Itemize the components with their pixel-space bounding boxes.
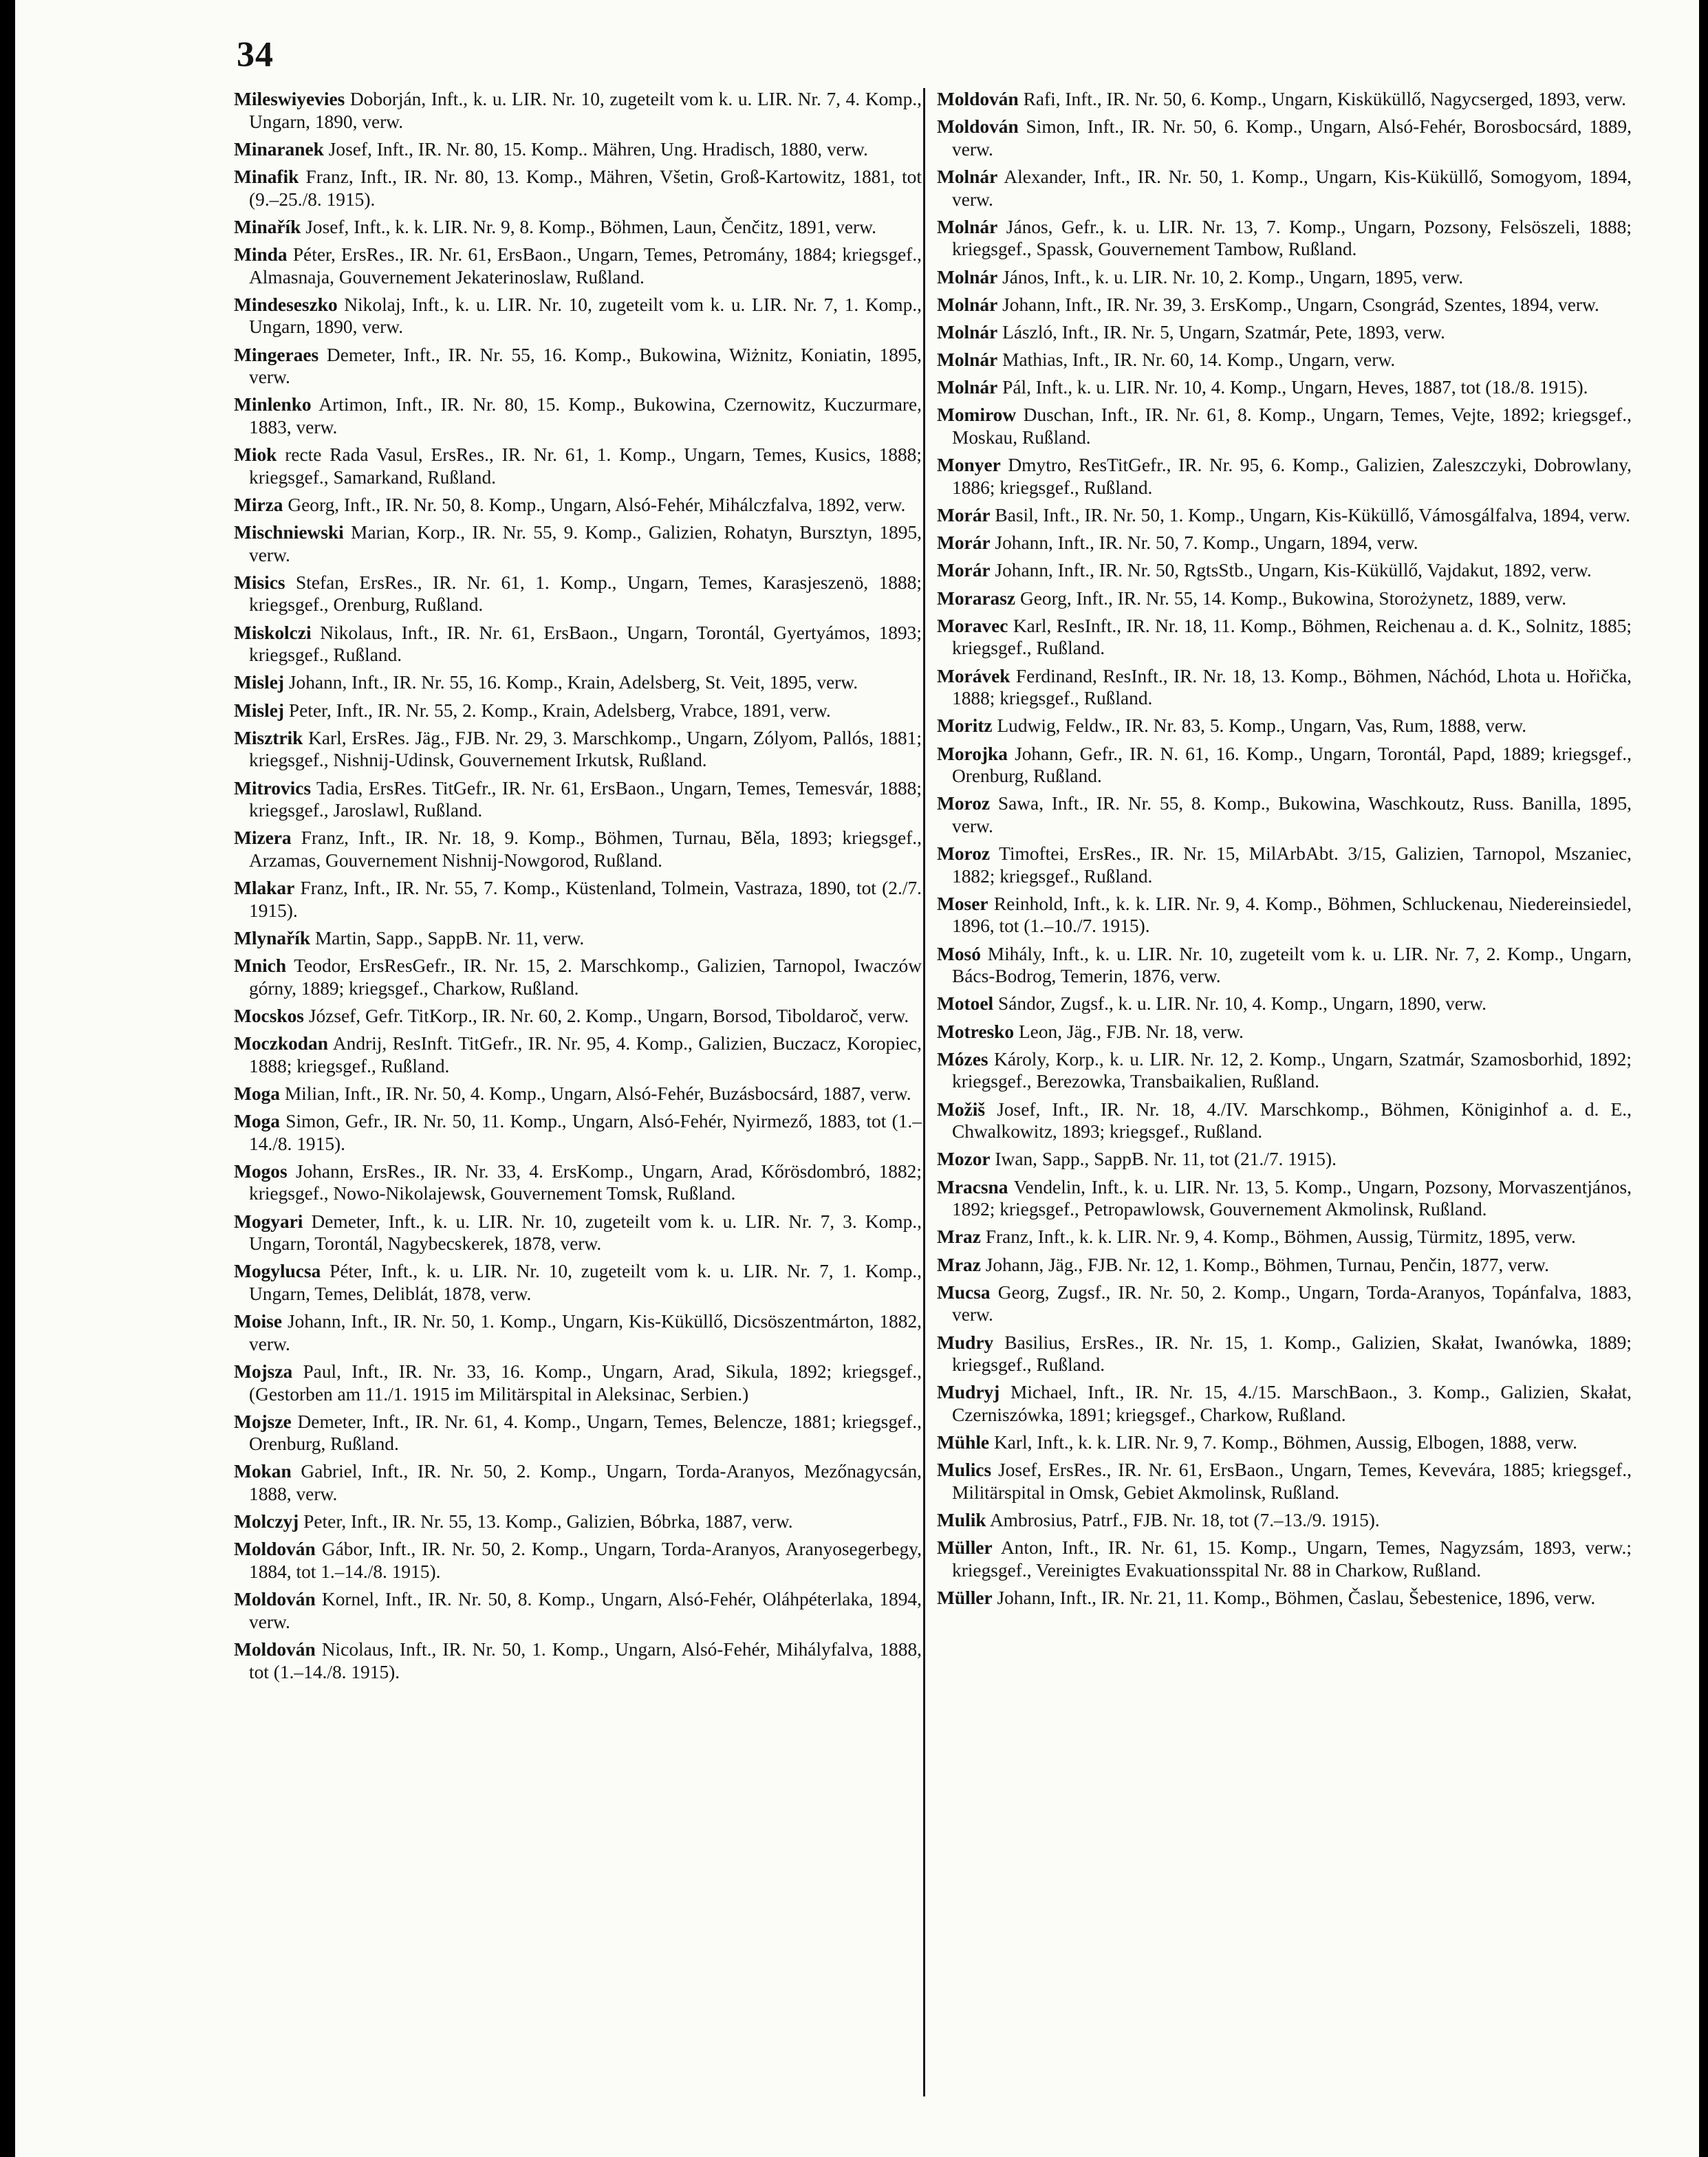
entry-details: Artimon, Inft., IR. Nr. 80, 15. Komp., Bukowina, Czernowitz, Kuczurmare, 1883, verw.	[249, 394, 922, 437]
list-entry	[234, 1005, 922, 1028]
list-entry	[937, 1281, 1632, 1326]
entry-surname: Minařík	[234, 216, 301, 237]
entry-surname: Motoel	[937, 993, 994, 1015]
list-entry	[234, 344, 922, 389]
entry-details: Johann, Jäg., FJB. Nr. 12, 1. Komp., Böhmen, Turnau, Penčin, 1877, verw.	[985, 1254, 1549, 1275]
entry-details: Demeter, Inft., IR. Nr. 55, 16. Komp., Bukowina, Wiżnitz, Koniatin, 1895, verw.	[249, 344, 922, 388]
list-entry	[234, 955, 922, 999]
list-entry	[937, 843, 1632, 887]
entry-surname: Miok	[234, 444, 277, 466]
entry-details: Károly, Korp., k. u. LIR. Nr. 12, 2. Komp., Ungarn, Szatmár, Szamosborhid, 1892; kriegsgef., Berezowka, Transbaikalien, Rußland.	[952, 1048, 1632, 1092]
entry-surname: Molczyj	[234, 1511, 299, 1532]
entry-details: Tadia, ErsRes. TitGefr., IR. Nr. 61, ErsBaon., Ungarn, Temes, Temesvár, 1888; kriegsgef., Jaroslawl, Rußland.	[249, 777, 922, 821]
list-entry	[234, 877, 922, 922]
entry-surname: Müller	[937, 1587, 993, 1608]
list-entry	[937, 294, 1632, 316]
entry-surname: Mosó	[937, 943, 981, 964]
entry-surname: Mischniewski	[234, 522, 344, 543]
entry-details: Martin, Sapp., SappB. Nr. 11, verw.	[314, 927, 585, 949]
entry-details: Ambrosius, Patrf., FJB. Nr. 18, tot (7.–13./9. 1915).	[989, 1510, 1380, 1531]
list-entry	[234, 393, 922, 438]
list-entry	[234, 1538, 922, 1583]
list-entry	[234, 294, 922, 338]
entry-surname: Miskolczi	[234, 622, 312, 643]
entry-surname: Mislej	[234, 700, 285, 721]
entry-surname: Mojsze	[234, 1411, 292, 1432]
list-entry	[937, 88, 1632, 111]
list-entry	[937, 615, 1632, 660]
entry-surname: Mucsa	[937, 1281, 991, 1303]
entry-surname: Mingeraes	[234, 344, 319, 365]
list-entry	[234, 1260, 922, 1305]
entry-surname: Mindeseszko	[234, 294, 338, 315]
entry-details: Reinhold, Inft., k. k. LIR. Nr. 9, 4. Komp., Böhmen, Schluckenau, Niedereinsiedel, 1896, tot (1.–10./7. 1915).	[952, 893, 1632, 937]
entry-surname: Mileswiyevies	[234, 89, 345, 109]
entry-surname: Morarasz	[937, 587, 1016, 609]
entry-surname: Mislej	[234, 672, 285, 693]
list-entry	[234, 1411, 922, 1455]
entry-surname: Moldován	[234, 1639, 316, 1660]
entry-details: Péter, ErsRes., IR. Nr. 61, ErsBaon., Ungarn, Temes, Petromány, 1884; kriegsgef., Almasnaja, Gouvernement Jekaterinoslaw, Rußland.	[249, 243, 922, 288]
entry-details: Milian, Inft., IR. Nr. 50, 4. Komp., Ungarn, Alsó-Fehér, Buzásbocsárd, 1887, verw.	[284, 1083, 911, 1104]
list-entry	[937, 943, 1632, 988]
entry-surname: Moravec	[937, 615, 1008, 636]
entry-surname: Mocskos	[234, 1005, 304, 1026]
entry-details: Teodor, ErsResGefr., IR. Nr. 15, 2. Marschkomp., Galizien, Tarnopol, Iwaczów górny, 1889; kriegsgef., Charkow, Rußland.	[249, 955, 922, 999]
entry-surname: Mogos	[234, 1160, 288, 1182]
list-entry	[937, 1459, 1632, 1504]
list-entry	[234, 727, 922, 772]
entry-details: Johann, Inft., IR. Nr. 55, 16. Komp., Krain, Adelsberg, St. Veit, 1895, verw.	[288, 672, 858, 693]
page-number: 34	[237, 35, 274, 74]
list-entry	[234, 1361, 922, 1405]
list-entry	[937, 404, 1632, 448]
entry-surname: Mlynařík	[234, 927, 311, 949]
list-entry	[937, 1226, 1632, 1248]
entry-surname: Misics	[234, 572, 285, 593]
list-entry	[234, 827, 922, 871]
entry-surname: Mnich	[234, 955, 287, 977]
entry-details: Marian, Korp., IR. Nr. 55, 9. Komp., Galizien, Rohatyn, Bursztyn, 1895, verw.	[249, 522, 922, 565]
entry-surname: Misztrik	[234, 727, 303, 748]
entry-surname: Mühle	[937, 1432, 990, 1453]
list-entry	[234, 700, 922, 722]
entry-details: Michael, Inft., IR. Nr. 15, 4./15. MarschBaon., 3. Komp., Galizien, Skałat, Czerniszówka, 1891; kriegsgef., Charkow, Rußland.	[952, 1382, 1632, 1425]
entry-details: Georg, Inft., IR. Nr. 55, 14. Komp., Bukowina, Storożynetz, 1889, verw.	[1019, 587, 1567, 609]
entry-details: Johann, Inft., IR. Nr. 21, 11. Komp., Böhmen, Časlau, Šebestenice, 1896, verw.	[997, 1587, 1596, 1608]
entry-surname: Mózes	[937, 1048, 988, 1070]
entry-surname: Mudryj	[937, 1382, 1000, 1403]
entry-details: Iwan, Sapp., SappB. Nr. 11, tot (21./7. 1915).	[995, 1149, 1337, 1170]
entry-details: Simon, Inft., IR. Nr. 50, 6. Komp., Ungarn, Alsó-Fehér, Borosbocsárd, 1889, verw.	[952, 116, 1632, 160]
entry-details: Josef, Inft., IR. Nr. 80, 15. Komp.. Mähren, Ung. Hradisch, 1880, verw.	[328, 138, 868, 160]
entry-details: recte Rada Vasul, ErsRes., IR. Nr. 61, 1. Komp., Ungarn, Temes, Kusics, 1888; kriegsgef., Samarkand, Rußland.	[249, 444, 922, 488]
list-entry	[234, 1110, 922, 1155]
list-entry	[937, 116, 1632, 160]
left-column	[234, 88, 922, 1689]
list-entry	[234, 927, 922, 950]
list-entry	[937, 216, 1632, 261]
list-entry	[234, 216, 922, 239]
entry-details: Mihály, Inft., k. u. LIR. Nr. 10, zugeteilt vom k. u. LIR. Nr. 7, 2. Komp., Ungarn, Bács-Bodrog, Temerin, 1876, verw.	[952, 943, 1632, 987]
entry-details: Karl, ErsRes. Jäg., FJB. Nr. 29, 3. Marschkomp., Ungarn, Zólyom, Pallós, 1881; kriegsgef., Nishnij-Udinsk, Gouvernement Irkutsk, Rußland.	[249, 727, 922, 771]
list-entry	[937, 1176, 1632, 1221]
entry-details: Johann, Inft., IR. Nr. 50, RgtsStb., Ungarn, Kis-Küküllő, Vajdakut, 1892, verw.	[995, 560, 1592, 581]
entry-details: Duschan, Inft., IR. Nr. 61, 8. Komp., Ungarn, Temes, Vejte, 1892; kriegsgef., Moskau, Rußland.	[952, 404, 1632, 448]
list-entry	[937, 1332, 1632, 1376]
entry-details: Andrij, ResInft. TitGefr., IR. Nr. 95, 4. Komp., Galizien, Buczacz, Koropiec, 1888; kriegsgef., Rußland.	[249, 1033, 922, 1076]
entry-surname: Mojsza	[234, 1361, 293, 1382]
entry-details: Mathias, Inft., IR. Nr. 60, 14. Komp., Ungarn, verw.	[1002, 349, 1396, 371]
entry-surname: Mraz	[937, 1226, 981, 1248]
entry-surname: Molnár	[937, 294, 998, 315]
entry-surname: Moritz	[937, 715, 993, 737]
entry-surname: Molnár	[937, 321, 998, 343]
entry-details: Basilius, ErsRes., IR. Nr. 15, 1. Komp., Galizien, Skałat, Iwanówka, 1889; kriegsgef., Rußland.	[952, 1332, 1632, 1376]
entry-surname: Molnár	[937, 216, 998, 237]
list-entry	[937, 504, 1632, 527]
entry-details: Franz, Inft., IR. Nr. 18, 9. Komp., Böhmen, Turnau, Běla, 1893; kriegsgef., Arzamas, Gouvernement Nishnij-Nowgorod, Rußland.	[249, 827, 922, 871]
column-divider	[923, 88, 925, 2096]
entry-surname: Morár	[937, 532, 991, 554]
list-entry	[937, 587, 1632, 610]
entry-details: Nikolaj, Inft., k. u. LIR. Nr. 10, zugeteilt vom k. u. LIR. Nr. 7, 1. Komp., Ungarn, 1890, verw.	[249, 294, 922, 338]
entry-details: Peter, Inft., IR. Nr. 55, 13. Komp., Galizien, Bóbrka, 1887, verw.	[303, 1511, 793, 1532]
list-entry	[937, 715, 1632, 737]
entry-surname: Moldován	[234, 1539, 316, 1560]
entry-surname: Mizera	[234, 827, 292, 849]
list-entry	[937, 1148, 1632, 1171]
entry-surname: Mulics	[937, 1460, 992, 1481]
list-entry	[234, 166, 922, 210]
entry-surname: Mracsna	[937, 1176, 1008, 1197]
list-entry	[234, 444, 922, 488]
entry-details: Johann, ErsRes., IR. Nr. 33, 4. ErsKomp., Ungarn, Arad, Kőrösdombró, 1882; kriegsgef., Nowo-Nikolajewsk, Gouvernement Tomsk, Rußland.	[249, 1160, 922, 1204]
list-entry	[937, 559, 1632, 582]
entry-surname: Mlakar	[234, 878, 295, 899]
entry-surname: Moczkodan	[234, 1033, 328, 1054]
list-entry	[234, 572, 922, 616]
entry-surname: Moser	[937, 893, 988, 914]
list-entry	[234, 1638, 922, 1683]
entry-surname: Motresko	[937, 1021, 1015, 1042]
entry-surname: Morávek	[937, 665, 1010, 686]
entry-details: Péter, Inft., k. u. LIR. Nr. 10, zugeteilt vom k. u. LIR. Nr. 7, 1. Komp., Ungarn, Temes, Deliblát, 1878, verw.	[249, 1261, 922, 1304]
entry-details: Kornel, Inft., IR. Nr. 50, 8. Komp., Ungarn, Alsó-Fehér, Oláhpéterlaka, 1894, verw.	[249, 1589, 922, 1632]
list-entry	[234, 1460, 922, 1505]
list-entry	[937, 792, 1632, 837]
entry-details: Demeter, Inft., IR. Nr. 61, 4. Komp., Ungarn, Temes, Belencze, 1881; kriegsgef., Orenburg, Rußland.	[249, 1411, 922, 1455]
entry-surname: Mudry	[937, 1332, 994, 1353]
entry-details: Ferdinand, ResInft., IR. Nr. 18, 13. Komp., Böhmen, Náchód, Lhota u. Hořička, 1888; kriegsgef., Rußland.	[952, 665, 1632, 709]
entry-details: Peter, Inft., IR. Nr. 55, 2. Komp., Krain, Adelsberg, Vrabce, 1891, verw.	[288, 700, 831, 721]
entry-surname: Molnár	[937, 349, 998, 371]
entry-surname: Mokan	[234, 1461, 292, 1482]
list-entry	[234, 521, 922, 566]
entry-surname: Moga	[234, 1083, 280, 1104]
entry-surname: Moise	[234, 1311, 282, 1332]
list-entry	[937, 1048, 1632, 1093]
list-entry	[937, 743, 1632, 788]
list-entry	[937, 321, 1632, 344]
entry-surname: Mogyari	[234, 1211, 303, 1232]
list-entry	[937, 166, 1632, 210]
entry-details: Karl, Inft., k. k. LIR. Nr. 9, 7. Komp., Böhmen, Aussig, Elbogen, 1888, verw.	[993, 1432, 1577, 1453]
entry-details: Gabriel, Inft., IR. Nr. 50, 2. Komp., Ungarn, Torda-Aranyos, Mezőnagycsán, 1888, verw.	[249, 1461, 922, 1505]
entry-details: Georg, Inft., IR. Nr. 50, 8. Komp., Ungarn, Alsó-Fehér, Mihálczfalva, 1892, verw.	[288, 494, 906, 515]
entry-details: Nicolaus, Inft., IR. Nr. 50, 1. Komp., Ungarn, Alsó-Fehér, Mihályfalva, 1888, tot (1.–14./8. 1915).	[249, 1639, 922, 1682]
entry-details: Karl, ResInft., IR. Nr. 18, 11. Komp., Böhmen, Reichenau a. d. K., Solnitz, 1885; kriegsgef., Rußland.	[952, 615, 1632, 659]
list-entry	[937, 1587, 1632, 1609]
entry-surname: Mitrovics	[234, 777, 312, 799]
list-entry	[937, 1021, 1632, 1043]
entry-details: Franz, Inft., IR. Nr. 55, 7. Komp., Küstenland, Tolmein, Vastraza, 1890, tot (2./7. 1915).	[249, 878, 922, 921]
list-entry	[234, 1510, 922, 1533]
entry-surname: Minaranek	[234, 138, 324, 160]
entry-details: József, Gefr. TitKorp., IR. Nr. 60, 2. Komp., Ungarn, Borsod, Tiboldaroč, verw.	[308, 1005, 909, 1026]
entry-surname: Momirow	[937, 404, 1017, 426]
entry-surname: Molnár	[937, 266, 998, 288]
entry-details: Ludwig, Feldw., IR. Nr. 83, 5. Komp., Ungarn, Vas, Rum, 1888, verw.	[997, 715, 1527, 737]
list-entry	[937, 1509, 1632, 1532]
list-entry	[234, 1211, 922, 1255]
entry-surname: Moldován	[937, 89, 1019, 109]
entry-details: Sándor, Zugsf., k. u. LIR. Nr. 10, 4. Komp., Ungarn, 1890, verw.	[998, 993, 1487, 1015]
list-entry	[937, 376, 1632, 399]
right-column	[937, 88, 1632, 1614]
entry-surname: Müller	[937, 1537, 993, 1559]
entry-surname: Minlenko	[234, 394, 312, 415]
entry-details: Timoftei, ErsRes., IR. Nr. 15, MilArbAbt. 3/15, Galizien, Tarnopol, Mszaniec, 1882; kriegsgef., Rußland.	[952, 843, 1632, 887]
list-entry	[234, 1588, 922, 1633]
list-entry	[937, 1431, 1632, 1454]
list-entry	[234, 777, 922, 822]
entry-details: Dmytro, ResTitGefr., IR. Nr. 95, 6. Komp., Galizien, Zaleszczyki, Dobrowlany, 1886; kriegsgef., Rußland.	[952, 455, 1632, 498]
entry-surname: Morojka	[937, 743, 1008, 764]
entry-details: Rafi, Inft., IR. Nr. 50, 6. Komp., Ungarn, Kisküküllő, Nagycserged, 1893, verw.	[1023, 89, 1626, 109]
entry-details: Paul, Inft., IR. Nr. 33, 16. Komp., Ungarn, Arad, Sikula, 1892; kriegsgef., (Gestorben am 11./1. 1915 im Militärspital in Aleksinac, Serbien.)	[249, 1361, 922, 1405]
entry-details: Pál, Inft., k. u. LIR. Nr. 10, 4. Komp., Ungarn, Heves, 1887, tot (18./8. 1915).	[1002, 377, 1588, 398]
entry-details: Johann, Inft., IR. Nr. 50, 1. Komp., Ungarn, Kis-Küküllő, Dicsöszentmárton, 1882, verw.	[249, 1311, 922, 1354]
entry-details: Gábor, Inft., IR. Nr. 50, 2. Komp., Ungarn, Torda-Aranyos, Aranyosegerbegy, 1884, tot 1.–14./8. 1915).	[249, 1539, 922, 1583]
entry-surname: Morár	[937, 560, 991, 581]
entry-details: Josef, ErsRes., IR. Nr. 61, ErsBaon., Ungarn, Temes, Kevevára, 1885; kriegsgef., Militärspital in Omsk, Gebiet Akmolinsk, Rußland.	[952, 1460, 1632, 1503]
entry-details: Nikolaus, Inft., IR. Nr. 61, ErsBaon., Ungarn, Torontál, Gyertyámos, 1893; kriegsgef., Rußland.	[249, 622, 922, 666]
entry-surname: Mraz	[937, 1254, 981, 1275]
list-entry	[937, 893, 1632, 937]
page	[15, 0, 1699, 2157]
entry-details: Stefan, ErsRes., IR. Nr. 61, 1. Komp., Ungarn, Temes, Karasjeszenö, 1888; kriegsgef., Orenburg, Rußland.	[249, 572, 922, 616]
entry-surname: Monyer	[937, 455, 1001, 476]
list-entry	[937, 665, 1632, 710]
list-entry	[937, 532, 1632, 554]
entry-surname: Molnár	[937, 377, 998, 398]
list-entry	[937, 1537, 1632, 1581]
entry-surname: Moga	[234, 1111, 280, 1131]
entry-surname: Moroz	[937, 843, 991, 865]
list-entry	[234, 622, 922, 666]
entry-details: Vendelin, Inft., k. u. LIR. Nr. 13, 5. Komp., Ungarn, Pozsony, Morvaszentjános, 1892; kriegsgef., Petropawlowsk, Gouvernement Akmolinsk, Rußland.	[952, 1176, 1632, 1220]
entry-surname: Mozor	[937, 1149, 991, 1170]
entry-details: Johann, Inft., IR. Nr. 39, 3. ErsKomp., Ungarn, Csongrád, Szentes, 1894, verw.	[1002, 294, 1599, 315]
entry-surname: Molnár	[937, 166, 998, 187]
entry-details: Leon, Jäg., FJB. Nr. 18, verw.	[1018, 1021, 1244, 1042]
list-entry	[937, 1381, 1632, 1426]
entry-surname: Minafik	[234, 166, 299, 187]
entry-details: Johann, Gefr., IR. N. 61, 16. Komp., Ungarn, Torontál, Papd, 1889; kriegsgef., Orenburg, Rußland.	[952, 743, 1632, 787]
entry-surname: Minda	[234, 243, 288, 265]
list-entry	[937, 993, 1632, 1015]
entry-details: Franz, Inft., k. k. LIR. Nr. 9, 4. Komp., Böhmen, Aussig, Türmitz, 1895, verw.	[985, 1226, 1576, 1248]
entry-details: János, Gefr., k. u. LIR. Nr. 13, 7. Komp., Ungarn, Pozsony, Felsöszeli, 1888; kriegsgef., Spassk, Gouvernement Tambow, Rußland.	[952, 216, 1632, 260]
list-entry	[937, 454, 1632, 499]
entry-surname: Moldován	[234, 1589, 316, 1610]
entry-surname: Mirza	[234, 494, 283, 515]
entry-surname: Moldován	[937, 116, 1019, 138]
list-entry	[234, 1310, 922, 1355]
list-entry	[234, 1032, 922, 1077]
entry-details: Alexander, Inft., IR. Nr. 50, 1. Komp., Ungarn, Kis-Küküllő, Somogyom, 1894, verw.	[952, 166, 1632, 210]
entry-details: Josef, Inft., k. k. LIR. Nr. 9, 8. Komp., Böhmen, Laun, Čenčitz, 1891, verw.	[305, 216, 876, 237]
entry-details: Johann, Inft., IR. Nr. 50, 7. Komp., Ungarn, 1894, verw.	[995, 532, 1418, 554]
entry-details: Sawa, Inft., IR. Nr. 55, 8. Komp., Bukowina, Waschkoutz, Russ. Banilla, 1895, verw.	[952, 793, 1632, 836]
entry-details: Franz, Inft., IR. Nr. 80, 13. Komp., Mähren, Všetin, Groß-Kartowitz, 1881, tot (9.–25./8. 1915).	[249, 166, 922, 210]
entry-details: Josef, Inft., IR. Nr. 18, 4./IV. Marschkomp., Böhmen, Königinhof a. d. E., Chwalkowitz, 1893; kriegsgef., Rußland.	[952, 1098, 1632, 1142]
entry-surname: Mulik	[937, 1510, 986, 1531]
list-entry	[234, 494, 922, 517]
entry-details: Simon, Gefr., IR. Nr. 50, 11. Komp., Ungarn, Alsó-Fehér, Nyirmező, 1883, tot (1.–14./8. 1915).	[249, 1111, 922, 1154]
list-entry	[234, 138, 922, 161]
entry-surname: Morár	[937, 505, 991, 526]
entry-details: Demeter, Inft., k. u. LIR. Nr. 10, zugeteilt vom k. u. LIR. Nr. 7, 3. Komp., Ungarn, Torontál, Nagybecskerek, 1878, verw.	[249, 1211, 922, 1255]
list-entry	[234, 1083, 922, 1105]
entry-surname: Moroz	[937, 793, 991, 814]
list-entry	[234, 88, 922, 133]
entry-details: Georg, Zugsf., IR. Nr. 50, 2. Komp., Ungarn, Torda-Aranyos, Topánfalva, 1883, verw.	[952, 1281, 1632, 1325]
entry-details: Basil, Inft., IR. Nr. 50, 1. Komp., Ungarn, Kis-Küküllő, Vámosgálfalva, 1894, verw.	[995, 505, 1630, 526]
list-entry	[234, 243, 922, 288]
entry-details: László, Inft., IR. Nr. 5, Ungarn, Szatmár, Pete, 1893, verw.	[1002, 321, 1445, 343]
list-entry	[937, 1254, 1632, 1277]
entry-details: Anton, Inft., IR. Nr. 61, 15. Komp., Ungarn, Temes, Nagyzsám, 1893, verw.; kriegsgef., Vereinigtes Evakuationsspital Nr. 88 in Charkow, Rußland.	[952, 1537, 1632, 1581]
list-entry	[234, 671, 922, 694]
list-entry	[937, 266, 1632, 289]
entry-surname: Možiš	[937, 1098, 985, 1120]
list-entry	[937, 349, 1632, 371]
list-entry	[937, 1098, 1632, 1143]
entry-surname: Mogylucsa	[234, 1261, 321, 1282]
list-entry	[234, 1160, 922, 1205]
entry-details: Doborján, Inft., k. u. LIR. Nr. 10, zugeteilt vom k. u. LIR. Nr. 7, 4. Komp., Ungarn, 1890, verw.	[249, 89, 922, 132]
entry-details: János, Inft., k. u. LIR. Nr. 10, 2. Komp., Ungarn, 1895, verw.	[1002, 266, 1464, 288]
